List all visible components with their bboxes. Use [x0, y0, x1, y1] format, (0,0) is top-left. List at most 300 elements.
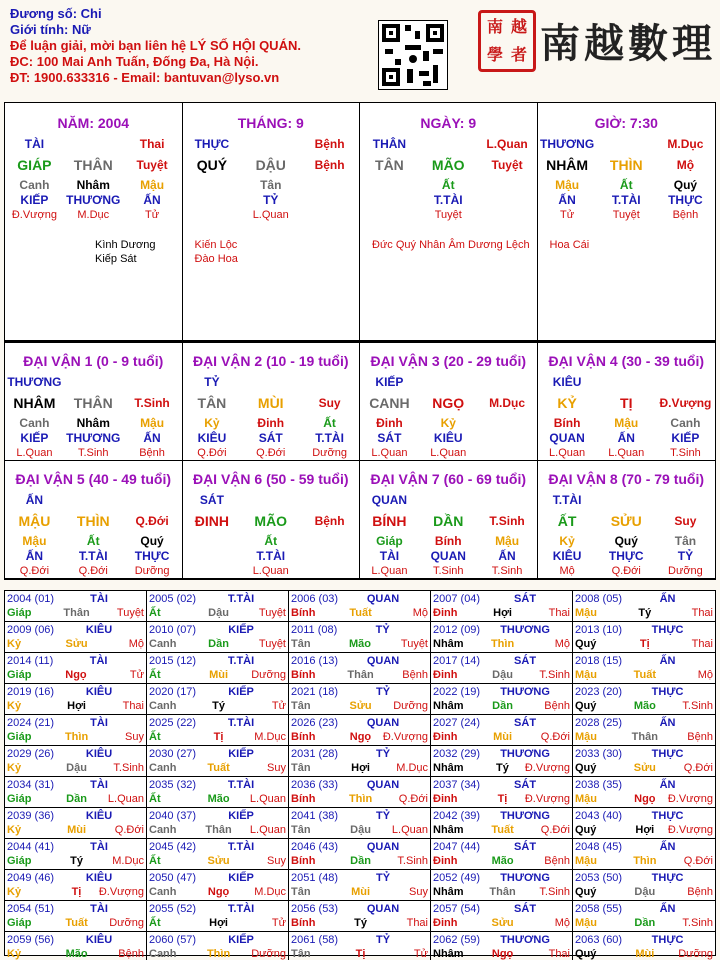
hidden-god	[478, 193, 537, 208]
year-branch: Thân	[347, 669, 374, 681]
annual-cell	[5, 622, 147, 653]
branch-phase: Tuyệt	[491, 158, 523, 172]
year-branch: Tuất	[65, 917, 88, 929]
year-stem: Kỷ	[7, 762, 22, 774]
year-stem: Đinh	[433, 669, 458, 681]
year-phase: Q.Đới	[683, 762, 713, 774]
heavenly-stem: GIÁP	[17, 157, 52, 173]
annual-cell	[5, 839, 147, 870]
earthly-branch: MÙI	[257, 395, 284, 411]
year-god: KIÊU	[85, 748, 113, 760]
year-god: TÀI	[90, 841, 108, 853]
year-branch: Ngọ	[634, 793, 656, 805]
luck-period-2	[183, 343, 361, 461]
heavenly-stem: NHÂM	[546, 157, 589, 173]
hidden-stem: Ất	[86, 534, 100, 548]
hidden-phase	[478, 446, 537, 460]
hidden-phase	[478, 208, 537, 222]
period-title: ĐẠI VẬN 6 (50 - 59 tuổi)	[192, 471, 349, 487]
year-stem: Tân	[291, 948, 311, 960]
heavenly-stem: KỶ	[557, 395, 577, 411]
hidden-phase: Tử	[145, 209, 160, 221]
year-phase: L.Quan	[249, 824, 286, 836]
period-title: ĐẠI VẬN 8 (70 - 79 tuổi)	[548, 471, 705, 487]
year-label: 2009 (06)	[7, 624, 55, 636]
year-label: 2040 (37)	[149, 810, 197, 822]
year-god: KIẾP	[228, 748, 254, 760]
hidden-stem: Quý	[673, 178, 698, 192]
annual-cell	[5, 808, 147, 839]
hidden-god: THƯƠNG	[66, 193, 121, 207]
year-stem: Đinh	[433, 793, 458, 805]
annual-cell	[289, 591, 431, 622]
hidden-stem: Quý	[140, 534, 164, 548]
stem-god: THƯƠNG	[539, 137, 595, 151]
year-phase: Thai	[548, 607, 570, 619]
hidden-stem: Ất	[441, 178, 455, 192]
annual-cell	[573, 808, 715, 839]
year-stem: Tân	[291, 762, 311, 774]
hidden-stem: Mậu	[555, 178, 580, 192]
qr-code-icon	[378, 20, 448, 90]
stem-phase: Bệnh	[314, 137, 345, 151]
year-stem: Đinh	[433, 731, 458, 743]
year-phase: Dưỡng	[109, 917, 144, 929]
year-phase: L.Quan	[107, 793, 144, 805]
heavenly-stem: CANH	[369, 395, 410, 411]
year-stem: Bính	[291, 669, 316, 681]
hidden-god: THƯƠNG	[66, 431, 121, 445]
branch-phase: Suy	[318, 396, 341, 410]
hidden-phase: L.Quan	[252, 209, 289, 221]
annual-cell	[573, 684, 715, 715]
hidden-phase: Q.Đới	[197, 447, 227, 459]
heavenly-stem: TÂN	[375, 157, 404, 173]
stem-god: KIÊU	[552, 375, 582, 389]
phone-email-line: ĐT: 1900.633316 - Email: bantuvan@lyso.vn	[10, 70, 280, 85]
year-label: 2006 (03)	[291, 593, 339, 605]
stem-god: T.TÀI	[552, 493, 582, 507]
annual-cell	[573, 932, 715, 960]
year-branch: Sửu	[65, 638, 88, 650]
annual-cell	[431, 777, 573, 808]
hidden-phase	[360, 208, 419, 222]
hidden-phase: Tử	[560, 209, 575, 221]
earthly-branch: SỬU	[610, 513, 642, 529]
year-stem: Canh	[149, 700, 177, 712]
period-title: NĂM: 2004	[57, 115, 130, 131]
year-god: ẤN	[659, 655, 676, 667]
year-stem: Quý	[575, 762, 597, 774]
year-phase: L.Quan	[249, 793, 286, 805]
hidden-phase: Dưỡng	[312, 447, 347, 459]
hidden-god	[183, 193, 242, 208]
subject-gender: Giới tính: Nữ	[10, 22, 91, 37]
annual-cell	[5, 870, 147, 901]
year-branch: Ngọ	[491, 948, 514, 960]
year-branch: Mùi	[635, 948, 655, 960]
year-god: SÁT	[514, 717, 537, 729]
annual-cell	[573, 870, 715, 901]
year-label: 2062 (59)	[433, 934, 481, 946]
year-phase: Tuyệt	[116, 607, 144, 619]
hidden-god: T.TÀI	[433, 193, 463, 207]
year-phase: Q.Đới	[683, 855, 713, 867]
year-label: 2008 (05)	[575, 593, 623, 605]
year-god: TỶ	[375, 624, 390, 636]
year-branch: Sửu	[491, 917, 514, 929]
year-phase: Đ.Vượng	[667, 824, 713, 836]
hidden-stem: Nhâm	[76, 416, 110, 430]
year-label: 2049 (46)	[7, 872, 55, 884]
hidden-phase: L.Quan	[371, 565, 408, 577]
special-star: Đào Hoa	[194, 253, 238, 265]
year-stem: Ất	[149, 607, 161, 619]
year-phase: Mộ	[412, 607, 428, 619]
stem-god: THƯƠNG	[7, 375, 62, 389]
annual-cell	[573, 715, 715, 746]
year-phase: Đ.Vượng	[98, 886, 144, 898]
year-phase: Dưỡng	[251, 948, 286, 960]
special-star: Kiếp Sát	[95, 253, 137, 265]
year-branch: Thân	[205, 824, 232, 836]
year-stem: Mậu	[575, 731, 597, 743]
annual-luck-grid	[4, 590, 716, 960]
special-star: Kiến Lộc	[194, 239, 238, 251]
year-stem: Tân	[291, 700, 311, 712]
year-label: 2055 (52)	[149, 903, 197, 915]
year-branch: Mão	[348, 638, 371, 650]
year-branch: Dần	[492, 700, 513, 712]
year-god: T.TÀI	[227, 903, 255, 915]
year-label: 2026 (23)	[291, 717, 339, 729]
chart-header	[10, 6, 301, 86]
year-phase: Tuyệt	[258, 607, 286, 619]
year-branch: Tý	[212, 700, 225, 712]
year-branch: Tị	[213, 731, 224, 743]
hidden-phase	[300, 208, 359, 222]
hidden-phase: Bệnh	[139, 447, 165, 459]
year-phase: Q.Đới	[540, 824, 570, 836]
year-phase: T.Sinh	[539, 669, 570, 681]
year-god: TỶ	[376, 934, 391, 946]
heavenly-stem: ĐINH	[194, 513, 230, 529]
year-label: 2014 (11)	[7, 655, 54, 667]
year-label: 2053 (50)	[575, 872, 623, 884]
hidden-god	[300, 549, 359, 564]
hidden-phase: Dưỡng	[668, 565, 703, 577]
year-label: 2051 (48)	[291, 872, 339, 884]
year-branch: Tị	[355, 948, 366, 960]
year-stem: Kỷ	[7, 948, 22, 960]
hidden-phase: Mộ	[559, 565, 575, 577]
hidden-god: T.TÀI	[315, 431, 344, 445]
hidden-god: TỶ	[263, 193, 279, 207]
hidden-phase: T.Sinh	[432, 565, 464, 577]
year-label: 2021 (18)	[291, 686, 339, 698]
year-label: 2042 (39)	[433, 810, 481, 822]
year-phase: Đ.Vượng	[667, 793, 713, 805]
year-god: TÀI	[90, 779, 108, 791]
year-branch: Tý	[638, 607, 652, 619]
hidden-god	[360, 193, 419, 208]
stem-god: THỰC	[194, 137, 230, 151]
annual-cell	[289, 746, 431, 777]
year-phase: T.Sinh	[682, 700, 713, 712]
year-god: T.TÀI	[227, 841, 255, 853]
year-god: ẤN	[659, 841, 676, 853]
year-branch: Thìn	[64, 731, 89, 743]
year-stem: Giáp	[7, 855, 32, 867]
year-god: QUAN	[366, 903, 400, 915]
hidden-god: T.TÀI	[256, 549, 286, 563]
year-stem: Mậu	[575, 669, 597, 681]
earthly-branch: DẦN	[433, 513, 464, 529]
annual-cell	[147, 715, 289, 746]
special-stars	[538, 238, 716, 252]
address-line: ĐC: 100 Mai Anh Tuấn, Đống Đa, Hà Nội.	[10, 54, 259, 69]
year-label: 2025 (22)	[149, 717, 197, 729]
year-branch: Dần	[350, 855, 371, 867]
year-god: KIẾP	[228, 624, 254, 636]
year-god: THỰC	[651, 748, 684, 760]
year-label: 2018 (15)	[575, 655, 623, 667]
year-god: TỶ	[376, 748, 391, 760]
earthly-branch: DẬU	[255, 157, 286, 173]
year-phase: Dưỡng	[251, 669, 286, 681]
year-label: 2059 (56)	[7, 934, 55, 946]
year-branch: Dậu	[66, 762, 87, 774]
hidden-phase: T.Sinh	[491, 565, 523, 577]
earthly-branch: NGỌ	[432, 395, 465, 411]
hidden-stem	[300, 178, 359, 193]
annual-cell	[289, 684, 431, 715]
heavenly-stem: QUÝ	[196, 157, 228, 173]
year-stem: Nhâm	[433, 762, 464, 774]
hidden-god: QUAN	[430, 549, 466, 563]
earthly-branch: MÃO	[254, 513, 288, 529]
hidden-god: TÀI	[379, 549, 400, 563]
year-god: TÀI	[90, 593, 108, 605]
annual-cell	[573, 746, 715, 777]
year-god: THƯƠNG	[500, 872, 550, 884]
year-phase: Mộ	[128, 638, 144, 650]
year-branch: Mùi	[67, 824, 87, 836]
year-stem: Canh	[149, 762, 177, 774]
year-branch: Mùi	[493, 731, 513, 743]
annual-cell	[431, 901, 573, 932]
hidden-stem: Ất	[264, 534, 278, 548]
year-stem: Ất	[149, 917, 161, 929]
branch-phase: Bệnh	[314, 514, 345, 528]
year-label: 2028 (25)	[575, 717, 623, 729]
hidden-phase	[300, 564, 359, 578]
year-god: THỰC	[651, 624, 684, 636]
year-phase: Suy	[125, 731, 144, 743]
annual-cell	[289, 808, 431, 839]
year-stem: Ất	[149, 731, 161, 743]
year-branch: Tị	[639, 638, 650, 650]
year-phase: Q.Đới	[398, 793, 428, 805]
hidden-god: KIÊU	[197, 431, 227, 445]
year-label: 2011 (08)	[291, 624, 338, 636]
luck-period-5	[5, 461, 183, 579]
year-stem: Kỷ	[7, 638, 22, 650]
year-god: KIẾP	[228, 810, 254, 822]
hidden-stem: Kỷ	[559, 534, 575, 548]
year-phase: M.Dục	[254, 731, 286, 743]
annual-cell	[147, 777, 289, 808]
annual-cell	[147, 684, 289, 715]
year-label: 2029 (26)	[7, 748, 55, 760]
branch-phase: M.Dục	[489, 396, 526, 410]
hidden-phase: Q.Đới	[611, 565, 641, 577]
hidden-phase: Q.Đới	[19, 565, 50, 577]
year-stem: Bính	[291, 855, 316, 867]
year-phase: Thai	[691, 638, 713, 650]
four-pillars-grid	[4, 102, 716, 342]
year-phase: T.Sinh	[539, 886, 570, 898]
year-branch: Mão	[633, 700, 656, 712]
year-branch: Mão	[491, 855, 514, 867]
year-stem: Bính	[291, 793, 316, 805]
annual-cell	[289, 932, 431, 960]
year-phase: Đ.Vượng	[524, 762, 570, 774]
hidden-stem: Mậu	[140, 178, 165, 192]
hidden-phase: T.Sinh	[77, 447, 109, 459]
year-god: KIÊU	[85, 810, 113, 822]
year-label: 2019 (16)	[7, 686, 55, 698]
year-phase: Bệnh	[544, 700, 570, 712]
hidden-stem: Tân	[674, 534, 697, 548]
year-stem: Kỷ	[7, 824, 22, 836]
annual-cell	[147, 901, 289, 932]
stem-god: SÁT	[199, 493, 224, 507]
year-label: 2032 (29)	[433, 748, 481, 760]
period-title: THÁNG: 9	[237, 115, 304, 131]
period-title: ĐẠI VẬN 3 (20 - 29 tuổi)	[370, 353, 527, 369]
year-label: 2012 (09)	[433, 624, 481, 636]
year-branch: Dậu	[208, 607, 229, 619]
year-branch: Thìn	[633, 855, 657, 867]
year-stem: Mậu	[575, 855, 597, 867]
year-label: 2061 (58)	[291, 934, 339, 946]
stem-god: KIẾP	[375, 375, 404, 389]
year-branch: Dần	[634, 917, 656, 929]
year-phase: Tuyệt	[258, 638, 286, 650]
annual-cell	[573, 777, 715, 808]
year-branch: Dần	[66, 793, 87, 805]
year-phase: Bệnh	[687, 731, 713, 743]
year-god: T.TÀI	[227, 593, 255, 605]
year-phase: Q.Đới	[540, 731, 570, 743]
luck-period-6	[183, 461, 361, 579]
stem-god: ẤN	[25, 493, 44, 507]
year-god: KIÊU	[85, 872, 113, 884]
year-label: 2015 (12)	[149, 655, 197, 667]
year-branch: Thìn	[348, 793, 373, 805]
year-god: THỰC	[651, 686, 684, 698]
year-phase: Q.Đới	[114, 824, 144, 836]
year-branch: Mùi	[351, 886, 371, 898]
year-god: THƯƠNG	[500, 934, 550, 946]
hidden-god	[300, 193, 359, 208]
year-branch: Tý	[70, 855, 83, 867]
hidden-stem	[478, 178, 537, 193]
annual-cell	[431, 684, 573, 715]
annual-cell	[289, 715, 431, 746]
hidden-stem: Mậu	[22, 534, 47, 548]
pillar-4	[538, 103, 716, 341]
annual-cell	[573, 591, 715, 622]
hidden-stem	[478, 416, 537, 431]
year-branch: Hợi	[493, 607, 512, 619]
year-label: 2057 (54)	[433, 903, 481, 915]
year-phase: Thai	[691, 607, 713, 619]
year-branch: Tý	[496, 762, 509, 774]
period-title: ĐẠI VẬN 1 (0 - 9 tuổi)	[23, 353, 164, 369]
year-label: 2037 (34)	[433, 779, 481, 791]
hidden-god: KIẾP	[671, 431, 700, 445]
year-label: 2022 (19)	[433, 686, 481, 698]
hidden-phase: T.Sinh	[670, 447, 701, 459]
year-stem: Mậu	[575, 917, 597, 929]
year-label: 2031 (28)	[291, 748, 339, 760]
hidden-phase: L.Quan	[252, 565, 289, 577]
period-title: ĐẠI VẬN 5 (40 - 49 tuổi)	[15, 471, 172, 487]
year-branch: Tị	[71, 886, 82, 898]
year-stem: Nhâm	[433, 700, 464, 712]
hidden-stem: Ất	[323, 416, 336, 430]
luck-period-7	[360, 461, 538, 579]
year-stem: Đinh	[433, 917, 458, 929]
red-seal-stamp: 南 越 學 者	[478, 10, 536, 72]
year-label: 2044 (41)	[7, 841, 55, 853]
year-label: 2052 (49)	[433, 872, 481, 884]
pillar-1	[5, 103, 183, 341]
year-god: THƯƠNG	[500, 624, 550, 636]
year-branch: Hợi	[635, 824, 655, 836]
heavenly-stem: BÍNH	[372, 513, 407, 529]
year-stem: Tân	[291, 638, 311, 650]
hidden-god: ẤN	[143, 193, 161, 207]
annual-cell	[573, 622, 715, 653]
year-god: SÁT	[514, 779, 537, 791]
year-stem: Nhâm	[433, 948, 464, 960]
year-branch: Mão	[65, 948, 88, 960]
annual-cell	[5, 591, 147, 622]
year-branch: Tuất	[633, 669, 657, 681]
year-branch: Tuất	[207, 762, 230, 774]
year-stem: Kỷ	[7, 700, 22, 712]
luck-periods-grid	[4, 342, 716, 580]
branch-phase: Bệnh	[314, 158, 345, 172]
year-stem: Giáp	[7, 793, 32, 805]
branch-phase: Đ.Vượng	[659, 396, 712, 410]
year-branch: Tuất	[349, 607, 372, 619]
hidden-stem: Ất	[619, 178, 633, 192]
year-stem: Tân	[291, 824, 311, 836]
year-god: KIẾP	[228, 686, 254, 698]
hidden-god: T.TÀI	[611, 193, 641, 207]
year-stem: Canh	[149, 948, 177, 960]
year-label: 2024 (21)	[7, 717, 55, 729]
branch-phase: Mộ	[676, 158, 695, 172]
year-phase: Suy	[267, 762, 286, 774]
year-stem: Quý	[575, 886, 597, 898]
year-phase: Bệnh	[402, 669, 428, 681]
annual-cell	[5, 777, 147, 808]
